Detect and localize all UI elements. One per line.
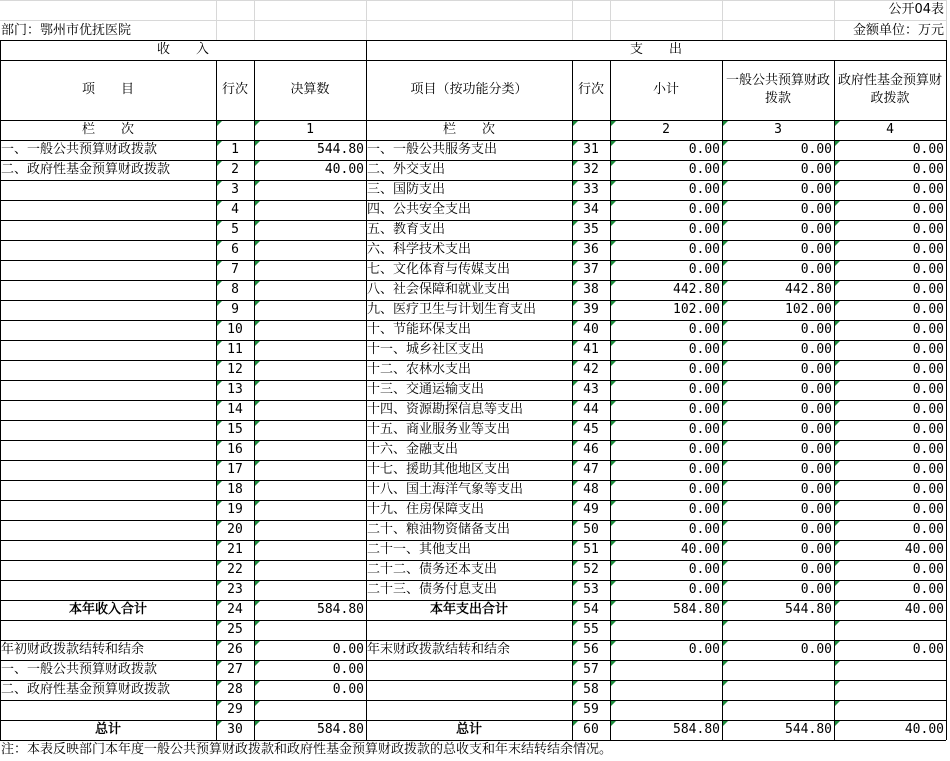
grid-line [946, 0, 947, 40]
expense-fund [834, 620, 946, 640]
income-item [0, 200, 216, 220]
income-amount [254, 380, 366, 400]
expense-item: 十五、商业服务业等支出 [367, 422, 511, 437]
expense-general: 0.00 [800, 142, 832, 157]
income-row-no: 8 [231, 282, 239, 297]
expense-item: 总计 [455, 722, 482, 737]
income-row-no: 20 [227, 522, 243, 537]
income-row-no: 7 [231, 262, 239, 277]
income-amount [254, 180, 366, 200]
col-fund-header: 政府性基金预算财政拨款 [837, 73, 942, 106]
expense-fund: 0.00 [912, 302, 944, 317]
expense-fund [834, 680, 946, 700]
expense-row-no: 47 [583, 462, 599, 477]
income-amount [254, 400, 366, 420]
expense-fund: 0.00 [912, 202, 944, 217]
income-amount [254, 220, 366, 240]
expense-subtotal: 0.00 [688, 222, 720, 237]
income-row-no: 4 [231, 202, 239, 217]
expense-item: 二、外交支出 [367, 162, 446, 177]
expense-fund: 0.00 [912, 222, 944, 237]
expense-row-no: 39 [583, 302, 599, 317]
expense-row-no: 49 [583, 502, 599, 517]
income-row-no: 22 [227, 562, 243, 577]
expense-item: 二十一、其他支出 [367, 542, 472, 557]
expense-item: 四、公共安全支出 [367, 202, 472, 217]
expense-fund: 0.00 [912, 642, 944, 657]
income-amount [254, 320, 366, 340]
expense-subtotal: 0.00 [688, 562, 720, 577]
expense-fund: 0.00 [912, 342, 944, 357]
grid-line [366, 0, 367, 40]
income-item [0, 560, 216, 580]
expense-subtotal: 0.00 [688, 262, 720, 277]
expense-item: 六、科学技术支出 [367, 242, 472, 257]
expense-row-no: 60 [583, 722, 599, 737]
expense-row-no: 54 [583, 602, 599, 617]
department-label: 部门：鄂州市优抚医院 [1, 23, 132, 38]
income-row-no: 11 [227, 342, 243, 357]
income-amount [254, 580, 366, 600]
expense-subtotal: 0.00 [688, 362, 720, 377]
cell-marker [217, 121, 222, 126]
income-row-no: 17 [227, 462, 243, 477]
income-item: 年初财政拨款结转和结余 [1, 642, 145, 657]
expense-item: 十四、资源勘探信息等支出 [367, 402, 524, 417]
income-amount: 0.00 [332, 642, 364, 657]
expense-subtotal: 0.00 [688, 382, 720, 397]
income-row-no: 1 [231, 142, 239, 157]
expense-general: 0.00 [800, 522, 832, 537]
expense-general: 0.00 [800, 462, 832, 477]
expense-row-no: 48 [583, 482, 599, 497]
col-row-header: 行次 [221, 82, 248, 97]
income-item [0, 520, 216, 540]
income-item [0, 320, 216, 340]
expense-row-no: 45 [583, 422, 599, 437]
expense-subtotal: 0.00 [688, 202, 720, 217]
expense-fund: 0.00 [912, 482, 944, 497]
expense-row-no: 56 [583, 642, 599, 657]
expense-subtotal [610, 660, 722, 680]
expense-fund: 40.00 [904, 602, 944, 617]
expense-row-no: 42 [583, 362, 599, 377]
income-item [0, 540, 216, 560]
expense-general: 442.80 [785, 282, 832, 297]
income-amount [254, 280, 366, 300]
expense-row-no: 57 [583, 662, 599, 677]
expense-general [722, 680, 834, 700]
expense-subtotal: 0.00 [688, 162, 720, 177]
expense-subtotal [610, 620, 722, 640]
expense-general: 0.00 [800, 382, 832, 397]
expense-fund: 0.00 [912, 522, 944, 537]
col-row2-header: 行次 [577, 82, 604, 97]
expense-row-no: 38 [583, 282, 599, 297]
expense-fund: 0.00 [912, 182, 944, 197]
expense-item: 一、一般公共服务支出 [367, 142, 498, 157]
expense-item: 十二、农林水支出 [367, 362, 472, 377]
expense-item: 十六、金融支出 [367, 442, 459, 457]
expense-item: 十七、援助其他地区支出 [367, 462, 511, 477]
expense-row-no: 35 [583, 222, 599, 237]
expense-general: 0.00 [800, 202, 832, 217]
expense-row-no: 50 [583, 522, 599, 537]
expense-fund: 0.00 [912, 402, 944, 417]
expense-subtotal: 0.00 [688, 502, 720, 517]
expense-subtotal: 0.00 [688, 522, 720, 537]
income-amount: 0.00 [332, 662, 364, 677]
income-row-no: 24 [227, 602, 243, 617]
income-item [0, 220, 216, 240]
income-amount [254, 240, 366, 260]
cell-marker [573, 121, 578, 126]
expense-item [366, 620, 572, 640]
income-amount [254, 260, 366, 280]
income-amount [254, 300, 366, 320]
grid-line [722, 0, 723, 40]
income-amount [254, 340, 366, 360]
income-item: 一、一般公共预算财政拨款 [1, 662, 158, 677]
income-amount: 40.00 [324, 162, 364, 177]
expense-fund: 0.00 [912, 262, 944, 277]
expense-general: 0.00 [800, 642, 832, 657]
expense-item [366, 660, 572, 680]
grid-line [572, 0, 573, 40]
table-id: 公开04表 [888, 2, 944, 17]
income-row-no: 6 [231, 242, 239, 257]
income-item: 本年收入合计 [68, 602, 147, 617]
income-amount: 544.80 [317, 142, 364, 157]
expense-subtotal: 0.00 [688, 482, 720, 497]
grid-line [0, 0, 946, 1]
expense-general: 0.00 [800, 402, 832, 417]
income-amount [254, 360, 366, 380]
col-item-header: 项 目 [81, 82, 134, 97]
expense-subtotal: 584.80 [673, 602, 720, 617]
expense-general: 0.00 [800, 422, 832, 437]
income-item: 二、政府性基金预算财政拨款 [1, 162, 171, 177]
expense-general: 0.00 [800, 162, 832, 177]
income-row-no: 29 [227, 702, 243, 717]
income-row-no: 2 [231, 162, 239, 177]
col-subtotal-header: 小计 [652, 82, 679, 97]
expense-row-no: 52 [583, 562, 599, 577]
expense-fund: 0.00 [912, 462, 944, 477]
expense-subtotal: 0.00 [688, 442, 720, 457]
income-item [0, 380, 216, 400]
expense-subtotal: 0.00 [688, 142, 720, 157]
income-item [0, 280, 216, 300]
expense-row-no: 59 [583, 702, 599, 717]
expense-general [722, 620, 834, 640]
expense-general: 0.00 [800, 482, 832, 497]
income-item [0, 500, 216, 520]
income-row-no: 28 [227, 682, 243, 697]
expense-subtotal: 0.00 [688, 342, 720, 357]
expense-general: 0.00 [800, 342, 832, 357]
income-amount: 584.80 [317, 722, 364, 737]
expense-item: 二十二、债务还本支出 [367, 562, 498, 577]
expense-general: 0.00 [800, 362, 832, 377]
income-row-no: 10 [227, 322, 243, 337]
income-amount [254, 540, 366, 560]
expense-general: 544.80 [785, 602, 832, 617]
expense-subtotal: 0.00 [688, 242, 720, 257]
colrow-label-right: 栏 次 [442, 122, 495, 137]
income-amount [254, 420, 366, 440]
income-row-no: 30 [227, 722, 243, 737]
income-row-no: 14 [227, 402, 243, 417]
income-row-no: 9 [231, 302, 239, 317]
expense-general: 0.00 [800, 582, 832, 597]
expense-item: 二十三、债务付息支出 [367, 582, 498, 597]
expense-row-no: 43 [583, 382, 599, 397]
colrow-label-left: 栏 次 [81, 122, 134, 137]
expense-general [722, 660, 834, 680]
expense-row-no: 58 [583, 682, 599, 697]
expense-fund: 0.00 [912, 422, 944, 437]
expense-general: 0.00 [800, 502, 832, 517]
expense-subtotal: 0.00 [688, 322, 720, 337]
income-item [0, 480, 216, 500]
income-item [0, 440, 216, 460]
income-row-no: 16 [227, 442, 243, 457]
expense-row-no: 34 [583, 202, 599, 217]
expense-item: 十三、交通运输支出 [367, 382, 485, 397]
expense-subtotal: 0.00 [688, 582, 720, 597]
expense-fund: 0.00 [912, 562, 944, 577]
expense-subtotal [610, 680, 722, 700]
expense-fund: 0.00 [912, 502, 944, 517]
expense-general: 0.00 [800, 322, 832, 337]
expense-fund: 0.00 [912, 442, 944, 457]
expense-fund [834, 660, 946, 680]
expense-row-no: 33 [583, 182, 599, 197]
income-row-no: 23 [227, 582, 243, 597]
income-row-no: 19 [227, 502, 243, 517]
colrow-n1: 1 [306, 122, 314, 137]
income-row-no: 12 [227, 362, 243, 377]
income-item: 总计 [94, 722, 121, 737]
expense-fund: 0.00 [912, 282, 944, 297]
expense-item: 十、节能环保支出 [367, 322, 472, 337]
income-row-no: 15 [227, 422, 243, 437]
expense-row-no: 32 [583, 162, 599, 177]
expense-row-no: 44 [583, 402, 599, 417]
income-amount [254, 700, 366, 720]
income-item: 一、一般公共预算财政拨款 [1, 142, 158, 157]
income-amount: 0.00 [332, 682, 364, 697]
income-amount [254, 440, 366, 460]
expense-general: 0.00 [800, 562, 832, 577]
income-amount [254, 480, 366, 500]
income-item [0, 620, 216, 640]
expense-fund: 0.00 [912, 382, 944, 397]
expense-item: 十八、国土海洋气象等支出 [367, 482, 524, 497]
expense-item: 十一、城乡社区支出 [367, 342, 485, 357]
income-item [0, 260, 216, 280]
footnote: 注：本表反映部门本年度一般公共预算财政拨款和政府性基金预算财政拨款的总收支和年末结转结余情况。 [1, 742, 613, 757]
expense-fund: 0.00 [912, 582, 944, 597]
expense-row-no: 53 [583, 582, 599, 597]
expense-fund: 0.00 [912, 162, 944, 177]
grid-line [610, 0, 611, 40]
colrow-n2: 2 [662, 122, 670, 137]
unit-label: 金额单位：万元 [852, 23, 944, 38]
income-item [0, 340, 216, 360]
expense-fund: 0.00 [912, 362, 944, 377]
expense-fund: 0.00 [912, 142, 944, 157]
income-header: 收 入 [156, 42, 209, 57]
income-item [0, 400, 216, 420]
income-item [0, 240, 216, 260]
income-row-no: 27 [227, 662, 243, 677]
colrow-n3: 3 [774, 122, 782, 137]
expense-fund [834, 700, 946, 720]
expense-general: 0.00 [800, 542, 832, 557]
income-item [0, 180, 216, 200]
expense-subtotal: 102.00 [673, 302, 720, 317]
expense-item: 年末财政拨款结转和结余 [367, 642, 511, 657]
expense-general: 0.00 [800, 242, 832, 257]
expense-general [722, 700, 834, 720]
expense-row-no: 41 [583, 342, 599, 357]
income-amount: 584.80 [317, 602, 364, 617]
income-row-no: 5 [231, 222, 239, 237]
colrow-n4: 4 [886, 122, 894, 137]
expense-subtotal: 0.00 [688, 462, 720, 477]
expense-fund: 0.00 [912, 322, 944, 337]
expense-row-no: 55 [583, 622, 599, 637]
income-item [0, 420, 216, 440]
income-item [0, 360, 216, 380]
expense-subtotal: 0.00 [688, 402, 720, 417]
expense-row-no: 31 [583, 142, 599, 157]
expense-row-no: 40 [583, 322, 599, 337]
income-item [0, 300, 216, 320]
income-row-no: 26 [227, 642, 243, 657]
expense-row-no: 46 [583, 442, 599, 457]
income-row-no: 21 [227, 542, 243, 557]
expense-row-no: 36 [583, 242, 599, 257]
expense-general: 544.80 [785, 722, 832, 737]
income-row-no: 25 [227, 622, 243, 637]
expense-fund: 40.00 [904, 542, 944, 557]
income-amount [254, 200, 366, 220]
expense-item: 三、国防支出 [367, 182, 446, 197]
expense-item: 五、教育支出 [367, 222, 446, 237]
income-row-no: 13 [227, 382, 243, 397]
expense-item: 十九、住房保障支出 [367, 502, 485, 517]
expense-subtotal: 0.00 [688, 182, 720, 197]
col-final-header: 决算数 [290, 82, 330, 97]
expense-fund: 40.00 [904, 722, 944, 737]
expense-general: 0.00 [800, 442, 832, 457]
income-amount [254, 620, 366, 640]
expense-row-no: 51 [583, 542, 599, 557]
col-item-func-header: 项目（按功能分类） [410, 82, 528, 97]
expense-subtotal: 442.80 [673, 282, 720, 297]
income-item: 二、政府性基金预算财政拨款 [1, 682, 171, 697]
col-general-header: 一般公共预算财政拨款 [726, 73, 831, 106]
expense-item: 二十、粮油物资储备支出 [367, 522, 511, 537]
income-item [0, 460, 216, 480]
expense-subtotal: 40.00 [680, 542, 720, 557]
expense-item: 九、医疗卫生与计划生育支出 [367, 302, 537, 317]
expense-subtotal [610, 700, 722, 720]
expense-subtotal: 584.80 [673, 722, 720, 737]
expense-item [366, 680, 572, 700]
income-item [0, 700, 216, 720]
expense-general: 0.00 [800, 222, 832, 237]
income-item [0, 580, 216, 600]
expense-subtotal: 0.00 [688, 422, 720, 437]
expense-row-no: 37 [583, 262, 599, 277]
expense-general: 0.00 [800, 182, 832, 197]
income-row-no: 18 [227, 482, 243, 497]
expense-subtotal: 0.00 [688, 642, 720, 657]
expense-header: 支 出 [629, 42, 682, 57]
income-amount [254, 500, 366, 520]
expense-general: 102.00 [785, 302, 832, 317]
expense-item: 本年支出合计 [429, 602, 508, 617]
expense-general: 0.00 [800, 262, 832, 277]
income-row-no: 3 [231, 182, 239, 197]
expense-fund: 0.00 [912, 242, 944, 257]
expense-item [366, 700, 572, 720]
expense-item: 八、社会保障和就业支出 [367, 282, 511, 297]
income-amount [254, 460, 366, 480]
income-amount [254, 560, 366, 580]
income-amount [254, 520, 366, 540]
grid-line [946, 40, 947, 740]
expense-item: 七、文化体育与传媒支出 [367, 262, 511, 277]
